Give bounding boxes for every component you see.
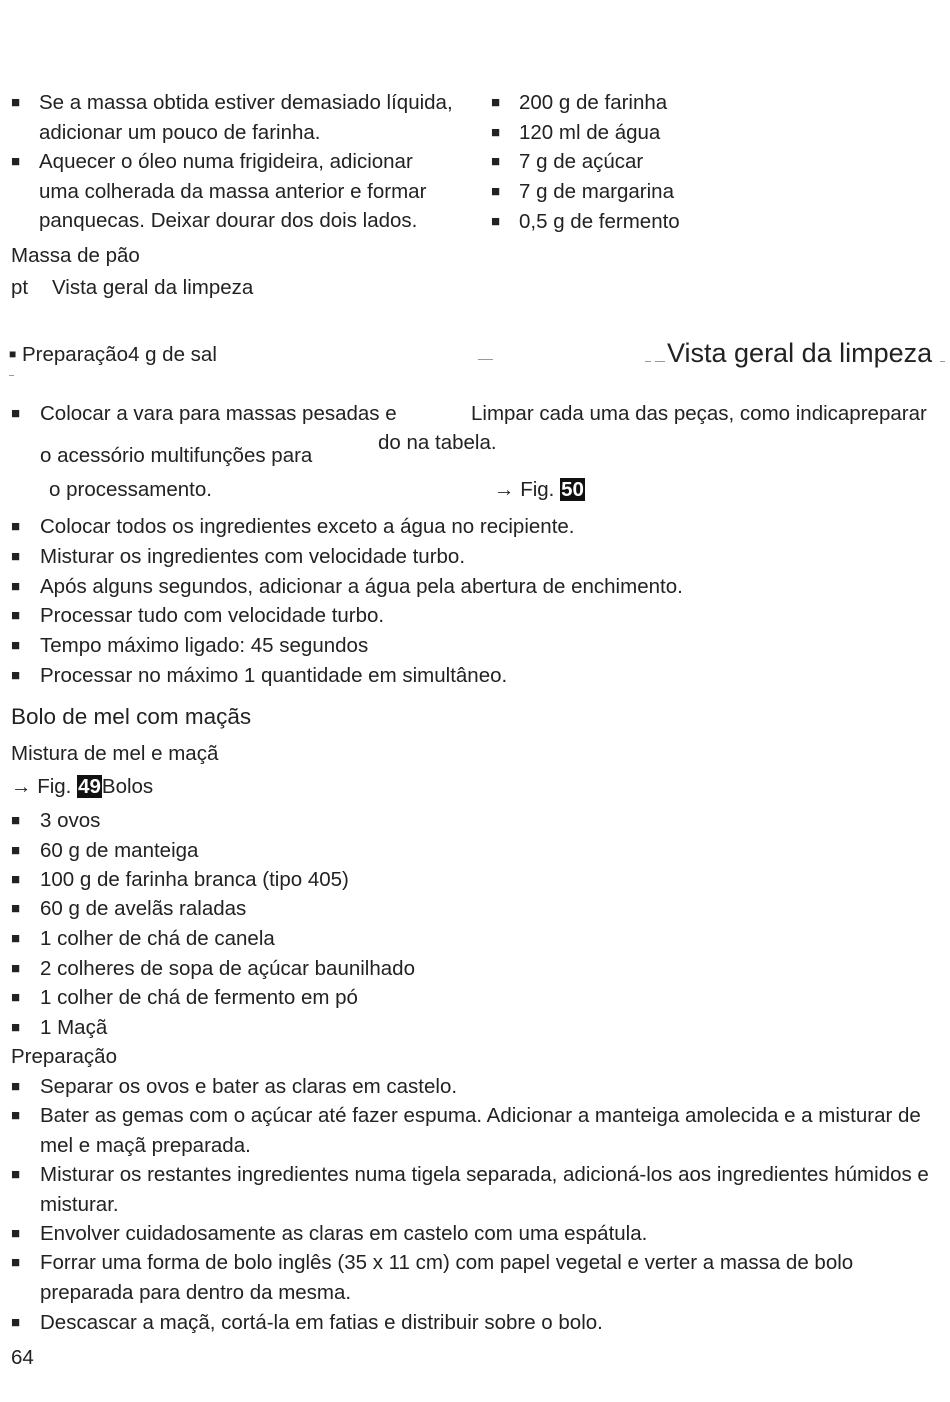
- bullet-icon: ■: [11, 518, 21, 535]
- clean-line2: do na tabela.: [378, 431, 497, 454]
- recipe-title: Bolo de mel com maçãs: [11, 704, 252, 729]
- list-item-text: Separar os ovos e bater as claras em castelo.: [40, 1075, 458, 1098]
- step1-line2: o acessório multifunções para: [40, 444, 313, 467]
- clean-line1: Limpar cada uma das peças, como indicapreparar: [471, 402, 927, 425]
- bullet-icon: ■: [11, 900, 21, 917]
- fig-49-suffix: Bolos: [101, 775, 154, 798]
- list-item-text: Misturar os restantes ingredientes numa tigela separada, adicioná-los aos ingredientes húmidos e misturar.: [40, 1163, 929, 1216]
- list-item-text: Envolver cuidadosamente as claras em castelo com uma espátula.: [40, 1222, 648, 1245]
- list-item-text: Forrar uma forma de bolo inglês (35 x 11 cm) com papel vegetal e verter a massa de bolo preparada para dentro da mesma.: [40, 1251, 854, 1304]
- bullet-icon: ■: [491, 124, 501, 141]
- bullet-icon: ■: [11, 607, 21, 624]
- bullet-icon: ■: [11, 1019, 21, 1036]
- artifact-line: [645, 361, 651, 362]
- bullet-icon: ■: [11, 1166, 21, 1183]
- step1-line3: o processamento.: [49, 478, 212, 501]
- bullet-icon: ■: [11, 812, 21, 829]
- list-item-text: Colocar todos os ingredientes exceto a água no recipiente.: [40, 515, 575, 538]
- artifact-line: [655, 361, 665, 362]
- bullet-icon: ■: [11, 842, 21, 859]
- bullet-icon: ■: [11, 1254, 21, 1271]
- list-item-text: 3 ovos: [40, 809, 101, 832]
- prep-line: Preparação4 g de sal: [22, 343, 217, 366]
- bullet-icon: ■: [491, 94, 501, 111]
- fig-49-prefix: → Fig.: [11, 775, 72, 798]
- fig-50-badge: 50: [561, 478, 584, 501]
- bullet-icon: ■: [11, 637, 21, 654]
- bullet-icon: ■: [11, 1314, 21, 1331]
- list-item-text: Aquecer o óleo numa frigideira, adicionar uma colherada da massa anterior e formar panquecas. Deixar dourar dos dois lados.: [39, 150, 427, 233]
- list-item-text: Após alguns segundos, adicionar a água pela abertura de enchimento.: [40, 575, 683, 598]
- page-number: 64: [11, 1346, 34, 1369]
- list-item-text: Processar no máximo 1 quantidade em simultâneo.: [40, 664, 508, 687]
- list-item-text: Processar tudo com velocidade turbo.: [40, 604, 385, 627]
- bullet-icon: ■: [11, 94, 21, 111]
- header-section: Vista geral da limpeza: [52, 276, 254, 299]
- bullet-icon: ■: [11, 1225, 21, 1242]
- bullet-icon: ■: [11, 578, 21, 595]
- list-item-text: 1 colher de chá de fermento em pó: [40, 986, 358, 1009]
- bullet-icon: ■: [11, 405, 21, 422]
- list-item-text: Descascar a maçã, cortá-la em fatias e distribuir sobre o bolo.: [40, 1311, 603, 1334]
- list-item-text: Bater as gemas com o açúcar até fazer espuma. Adicionar a manteiga amolecida e a misturar de mel e maçã preparada.: [40, 1104, 921, 1157]
- list-item-text: 1 colher de chá de canela: [40, 927, 275, 950]
- list-item-text: 120 ml de água: [519, 121, 661, 144]
- subheading-massa-pao: Massa de pão: [11, 244, 140, 267]
- bullet-icon: ■: [491, 153, 501, 170]
- header-lang: pt: [11, 276, 29, 299]
- fig-49-badge: 49: [78, 775, 101, 798]
- bullet-icon: ■: [9, 347, 17, 361]
- bullet-icon: ■: [11, 548, 21, 565]
- bullet-icon: ■: [11, 667, 21, 684]
- list-item-text: 7 g de açúcar: [519, 150, 644, 173]
- list-item-text: 7 g de margarina: [519, 180, 674, 203]
- artifact-line: [478, 359, 493, 360]
- step1-line1: Colocar a vara para massas pesadas e: [40, 402, 397, 425]
- subheading-mistura: Mistura de mel e maçã: [11, 742, 219, 765]
- fig-49-reference: [11, 772, 153, 802]
- list-item-text: 0,5 g de fermento: [519, 210, 680, 233]
- list-item-text: Tempo máximo ligado: 45 segundos: [40, 634, 369, 657]
- list-item-text: 60 g de avelãs raladas: [40, 897, 247, 920]
- list-item-text: 2 colheres de sopa de açúcar baunilhado: [40, 957, 415, 980]
- bullet-icon: ■: [11, 871, 21, 888]
- section-heading: Vista geral da limpeza: [667, 338, 933, 368]
- fig-50-reference: [494, 475, 585, 505]
- subheading-preparacao: Preparação: [11, 1045, 117, 1068]
- bullet-icon: ■: [11, 960, 21, 977]
- bullet-icon: ■: [11, 930, 21, 947]
- artifact-line: [940, 361, 945, 362]
- bullet-icon: ■: [491, 213, 501, 230]
- bullet-icon: ■: [491, 183, 501, 200]
- list-item-text: Se a massa obtida estiver demasiado líquida, adicionar um pouco de farinha.: [39, 91, 453, 144]
- bullet-icon: ■: [11, 989, 21, 1006]
- bullet-icon: ■: [11, 1107, 21, 1124]
- bullet-icon: ■: [11, 1078, 21, 1095]
- list-item-text: 200 g de farinha: [519, 91, 668, 114]
- list-item-text: 1 Maçã: [40, 1016, 108, 1039]
- list-item-text: Misturar os ingredientes com velocidade turbo.: [40, 545, 466, 568]
- fig-50-prefix: → Fig.: [494, 478, 555, 501]
- artifact-line: [9, 375, 14, 376]
- list-item-text: 60 g de manteiga: [40, 839, 199, 862]
- bullet-icon: ■: [11, 153, 21, 170]
- list-item-text: 100 g de farinha branca (tipo 405): [40, 868, 349, 891]
